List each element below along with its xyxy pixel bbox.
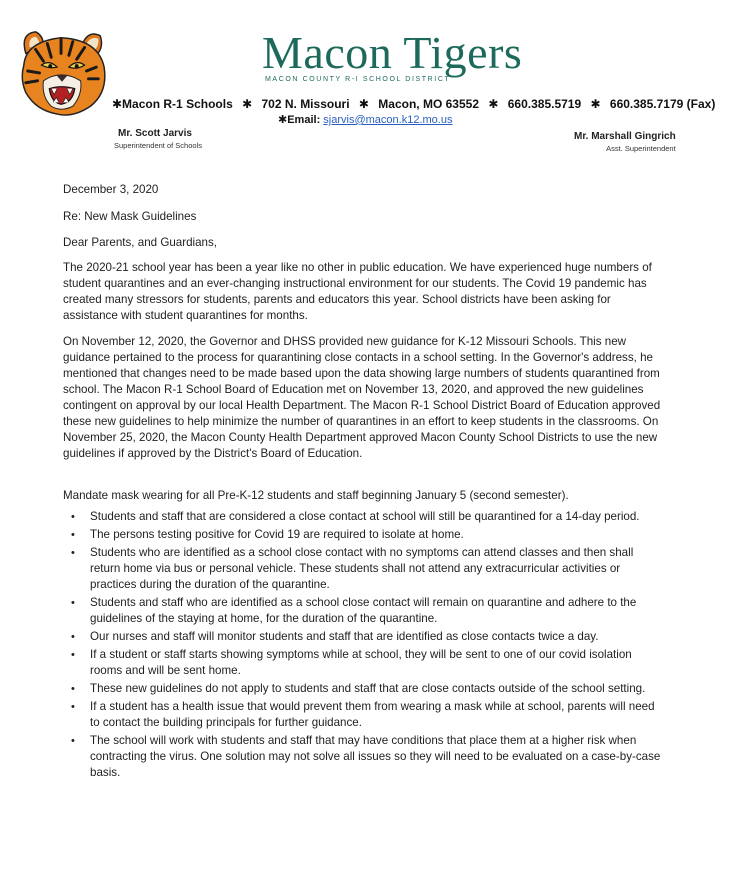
list-item-text: These new guidelines do not apply to students and staff that are close contacts outside of the school setting. — [90, 682, 646, 695]
contact-address: 702 N. Missouri — [261, 97, 350, 111]
contact-info-line — [112, 97, 715, 111]
letter-salutation: Dear Parents, and Guardians, — [63, 236, 218, 249]
email-label: ✱Email: — [278, 114, 321, 126]
bullet-icon: • — [71, 701, 75, 713]
asst-superintendent-name: Mr. Marshall Gingrich — [574, 131, 676, 142]
contact-school: ✱Macon R-1 Schools — [112, 97, 233, 111]
asst-superintendent-block — [574, 131, 676, 153]
list-item — [63, 733, 663, 781]
list-item-text: If a student or staff starts showing symptoms while at school, they will be sent to one of our covid isolation rooms and will be sent home. — [90, 648, 632, 677]
school-name-title: Macon Tigers — [262, 27, 523, 78]
guideline-list — [63, 509, 663, 781]
letter-body — [63, 182, 663, 783]
bullet-icon: • — [71, 683, 75, 695]
email-line — [278, 113, 452, 126]
contact-phone: 660.385.5719 — [507, 97, 582, 111]
separator-icon: ✱ — [358, 97, 369, 111]
bullet-icon: • — [71, 597, 75, 609]
contact-fax: 660.385.7179 (Fax) — [609, 97, 716, 111]
list-item — [63, 545, 663, 593]
bullet-icon: • — [71, 529, 75, 541]
email-link[interactable]: sjarvis@macon.k12.mo.us — [323, 114, 453, 126]
superintendent-block — [114, 128, 202, 150]
bullet-icon: • — [71, 631, 75, 643]
list-item — [63, 509, 663, 525]
letter-subject: Re: New Mask Guidelines — [63, 210, 197, 223]
list-item-text: Our nurses and staff will monitor students and staff that are identified as close contacts twice a day. — [90, 630, 599, 643]
bullet-icon: • — [71, 735, 75, 747]
bullet-icon: • — [71, 511, 75, 523]
mandate-statement: Mandate mask wearing for all Pre-K-12 students and staff beginning January 5 (second semester). — [63, 489, 569, 502]
separator-icon: ✱ — [242, 97, 253, 111]
list-item-text: Students who are identified as a school close contact with no symptoms can attend classes and then shall return home via bus or personal vehicle. These students shall not attend any extracurricular activities or practices during the duration of the quarantine. — [90, 546, 634, 591]
paragraph-intro: The 2020-21 school year has been a year like no other in public education. We have experienced huge numbers of student quarantines and an ever-changing instructional environment for our students. The Covid 19 pandemic has created many stressors for students, parents and educators this year. School districts have been asking for assistance with student quarantines for months. — [63, 261, 652, 322]
superintendent-name: Mr. Scott Jarvis — [118, 128, 192, 139]
list-item-text: The school will work with students and staff that may have conditions that place them at a higher risk when contracting the virus. One solution may not solve all issues so they will need to be evaluated on a case-by-case basis. — [90, 734, 661, 779]
superintendent-title: Superintendent of Schools — [114, 141, 202, 150]
list-item — [63, 527, 663, 543]
list-item — [63, 629, 663, 645]
bullet-icon: • — [71, 649, 75, 661]
list-item — [63, 681, 663, 697]
district-subtitle: MACON COUNTY R-I SCHOOL DISTRICT — [265, 76, 451, 83]
list-item — [63, 647, 663, 679]
list-item — [63, 699, 663, 731]
separator-icon: ✱ — [488, 97, 499, 111]
paragraph-guidance: On November 12, 2020, the Governor and DHSS provided new guidance for K-12 Missouri Schools. This new guidance pertained to the process for quarantining close contacts in a school setting. In the Governor's address, he mentioned that changes need to be made based upon the data showing large numbers of students quarantined from school. The Macon R-1 School Board of Education met on November 13, 2020, and approved the new guidelines contingent on approval by our local Health Department. The Macon R-1 School District Board of Education approved these new guidelines to help minimize the number of quarantines in an effort to keep students in the classrooms. On November 25, 2020, the Macon County Health Department approved Macon County School Districts to use the new guidelines if approved by the District's Board of Education. — [63, 335, 661, 460]
list-item-text: Students and staff that are considered a close contact at school will still be quarantined for a 14-day period. — [90, 510, 640, 523]
contact-city: Macon, MO 63552 — [378, 97, 479, 111]
list-item-text: The persons testing positive for Covid 19 are required to isolate at home. — [90, 528, 464, 541]
letter-date: December 3, 2020 — [63, 183, 159, 196]
bullet-icon: • — [71, 547, 75, 559]
list-item-text: If a student has a health issue that would prevent them from wearing a mask while at school, parents will need to contact the building principals for further guidance. — [90, 700, 655, 729]
separator-icon: ✱ — [590, 97, 601, 111]
tiger-mascot-icon — [14, 24, 112, 118]
list-item — [63, 595, 663, 627]
asst-superintendent-title: Asst. Superintendent — [606, 144, 676, 153]
list-item-text: Students and staff who are identified as a school close contact will remain on quarantine and adhere to the guidelines of the staying at home, for the duration of the quarantine. — [90, 596, 637, 625]
